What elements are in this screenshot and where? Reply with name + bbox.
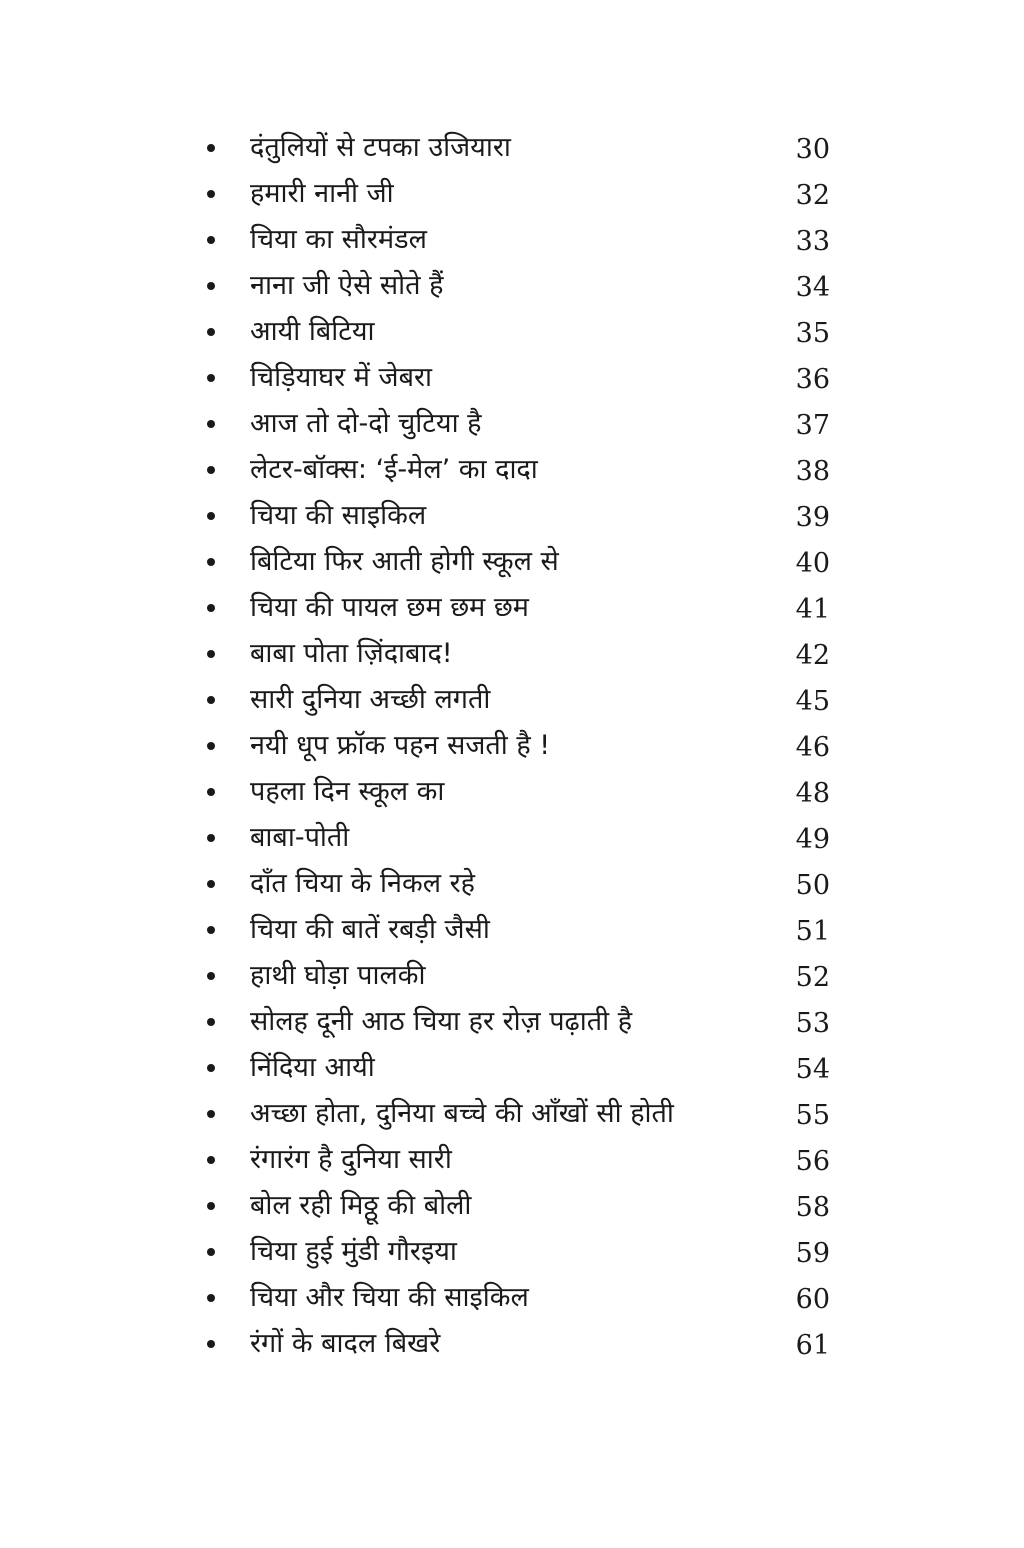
toc-entry-page-number: 33 [795,226,830,257]
toc-entry-title: लेटर-बॉक्स: ‘ई-मेल’ का दादा [250,454,538,485]
toc-entry-title: दाँत चिया के निकल रहे [250,868,475,899]
bullet-icon [207,604,215,612]
toc-entry-page-number: 41 [795,594,830,625]
toc-entry [0,1046,1024,1092]
toc-entry [0,126,1024,172]
toc-entry-page-number: 61 [795,1330,830,1361]
toc-entry-page-number: 52 [795,962,830,993]
toc-entry-page-number: 55 [795,1100,830,1131]
bullet-icon [207,926,215,934]
toc-entry [0,1092,1024,1138]
toc-entry [0,1138,1024,1184]
toc-entry-title: अच्छा होता, दुनिया बच्चे की आँखों सी होती [250,1098,674,1129]
toc-entry-title: रंगारंग है दुनिया सारी [250,1144,452,1175]
toc-entry-page-number: 34 [795,272,830,303]
bullet-icon [207,144,215,152]
toc-entry-title: बाबा-पोती [250,822,350,853]
toc-entry [0,586,1024,632]
bullet-icon [207,374,215,382]
toc-entry-title: हमारी नानी जी [250,178,394,209]
toc-entry-page-number: 30 [795,134,830,165]
toc-entry-title: चिया की पायल छम छम छम [250,592,529,623]
bullet-icon [207,190,215,198]
toc-entry-page-number: 36 [795,364,830,395]
bullet-icon [207,1018,215,1026]
bullet-icon [207,328,215,336]
bullet-icon [207,650,215,658]
toc-entry [0,1230,1024,1276]
toc-entry-title: सारी दुनिया अच्छी लगती [250,684,491,715]
toc-entry-title: पहला दिन स्कूल का [250,776,445,807]
toc-entry [0,1184,1024,1230]
bullet-icon [207,742,215,750]
toc-entry [0,1322,1024,1368]
toc-entry-title: नयी धूप फ्रॉक पहन सजती है ! [250,730,551,761]
toc-entry [0,908,1024,954]
toc-entry [0,632,1024,678]
toc-entry-page-number: 60 [795,1284,830,1315]
toc-entry [0,862,1024,908]
toc-entry-page-number: 50 [795,870,830,901]
toc-entry-title: चिया की साइकिल [250,500,427,531]
toc-entry-page-number: 48 [795,778,830,809]
toc-entry-page-number: 53 [795,1008,830,1039]
bullet-icon [207,972,215,980]
bullet-icon [207,880,215,888]
toc-entry-page-number: 51 [795,916,830,947]
toc-entry [0,724,1024,770]
toc-entry-title: आज तो दो-दो चुटिया है [250,408,482,439]
toc-entry-title: आयी बिटिया [250,316,375,347]
toc-entry-title: चिया की बातें रबड़ी जैसी [250,914,490,945]
toc-entry-page-number: 56 [795,1146,830,1177]
toc-entry [0,356,1024,402]
toc-entry-title: चिया और चिया की साइकिल [250,1282,529,1313]
bullet-icon [207,558,215,566]
toc-entry [0,264,1024,310]
toc-entry-title: चिया का सौरमंडल [250,224,427,255]
toc-entry-page-number: 40 [795,548,830,579]
toc-entry-title: सोलह दूनी आठ चिया हर रोज़ पढ़ाती है [250,1006,633,1037]
bullet-icon [207,1202,215,1210]
toc-entry-title: रंगों के बादल बिखरे [250,1328,441,1359]
bullet-icon [207,282,215,290]
toc-entry [0,540,1024,586]
toc-entry-title: बिटिया फिर आती होगी स्कूल से [250,546,559,577]
bullet-icon [207,1248,215,1256]
toc-entry-page-number: 39 [795,502,830,533]
bullet-icon [207,834,215,842]
toc-entry [0,310,1024,356]
bullet-icon [207,696,215,704]
toc-entry-page-number: 35 [795,318,830,349]
toc-entry-page-number: 42 [795,640,830,671]
bullet-icon [207,1156,215,1164]
toc-entry-page-number: 54 [795,1054,830,1085]
bullet-icon [207,1340,215,1348]
table-of-contents [0,126,1024,1368]
toc-entry [0,1276,1024,1322]
bullet-icon [207,1110,215,1118]
toc-entry-page-number: 45 [795,686,830,717]
toc-entry [0,172,1024,218]
toc-entry [0,494,1024,540]
bullet-icon [207,1294,215,1302]
toc-entry-page-number: 38 [795,456,830,487]
bullet-icon [207,236,215,244]
toc-entry-title: निंदिया आयी [250,1052,375,1083]
bullet-icon [207,466,215,474]
toc-entry-page-number: 46 [795,732,830,763]
toc-entry-title: चिड़ियाघर में जेबरा [250,362,433,393]
toc-entry-title: बोल रही मिठ्ठू की बोली [250,1190,472,1221]
toc-entry [0,448,1024,494]
toc-entry-title: हाथी घोड़ा पालकी [250,960,426,991]
bullet-icon [207,420,215,428]
toc-entry-title: दंतुलियों से टपका उजियारा [250,132,511,163]
bullet-icon [207,1064,215,1072]
toc-entry-title: चिया हुई मुंडी गौरइया [250,1236,457,1267]
toc-entry-page-number: 59 [795,1238,830,1269]
toc-entry [0,1000,1024,1046]
bullet-icon [207,512,215,520]
toc-entry [0,678,1024,724]
toc-entry-title: नाना जी ऐसे सोते हैं [250,270,444,301]
toc-entry [0,816,1024,862]
toc-entry-title: बाबा पोता ज़िंदाबाद! [250,638,453,669]
toc-entry [0,954,1024,1000]
toc-entry-page-number: 49 [795,824,830,855]
toc-entry [0,770,1024,816]
bullet-icon [207,788,215,796]
toc-entry-page-number: 37 [795,410,830,441]
toc-entry [0,402,1024,448]
toc-entry [0,218,1024,264]
toc-entry-page-number: 58 [795,1192,830,1223]
toc-entry-page-number: 32 [795,180,830,211]
